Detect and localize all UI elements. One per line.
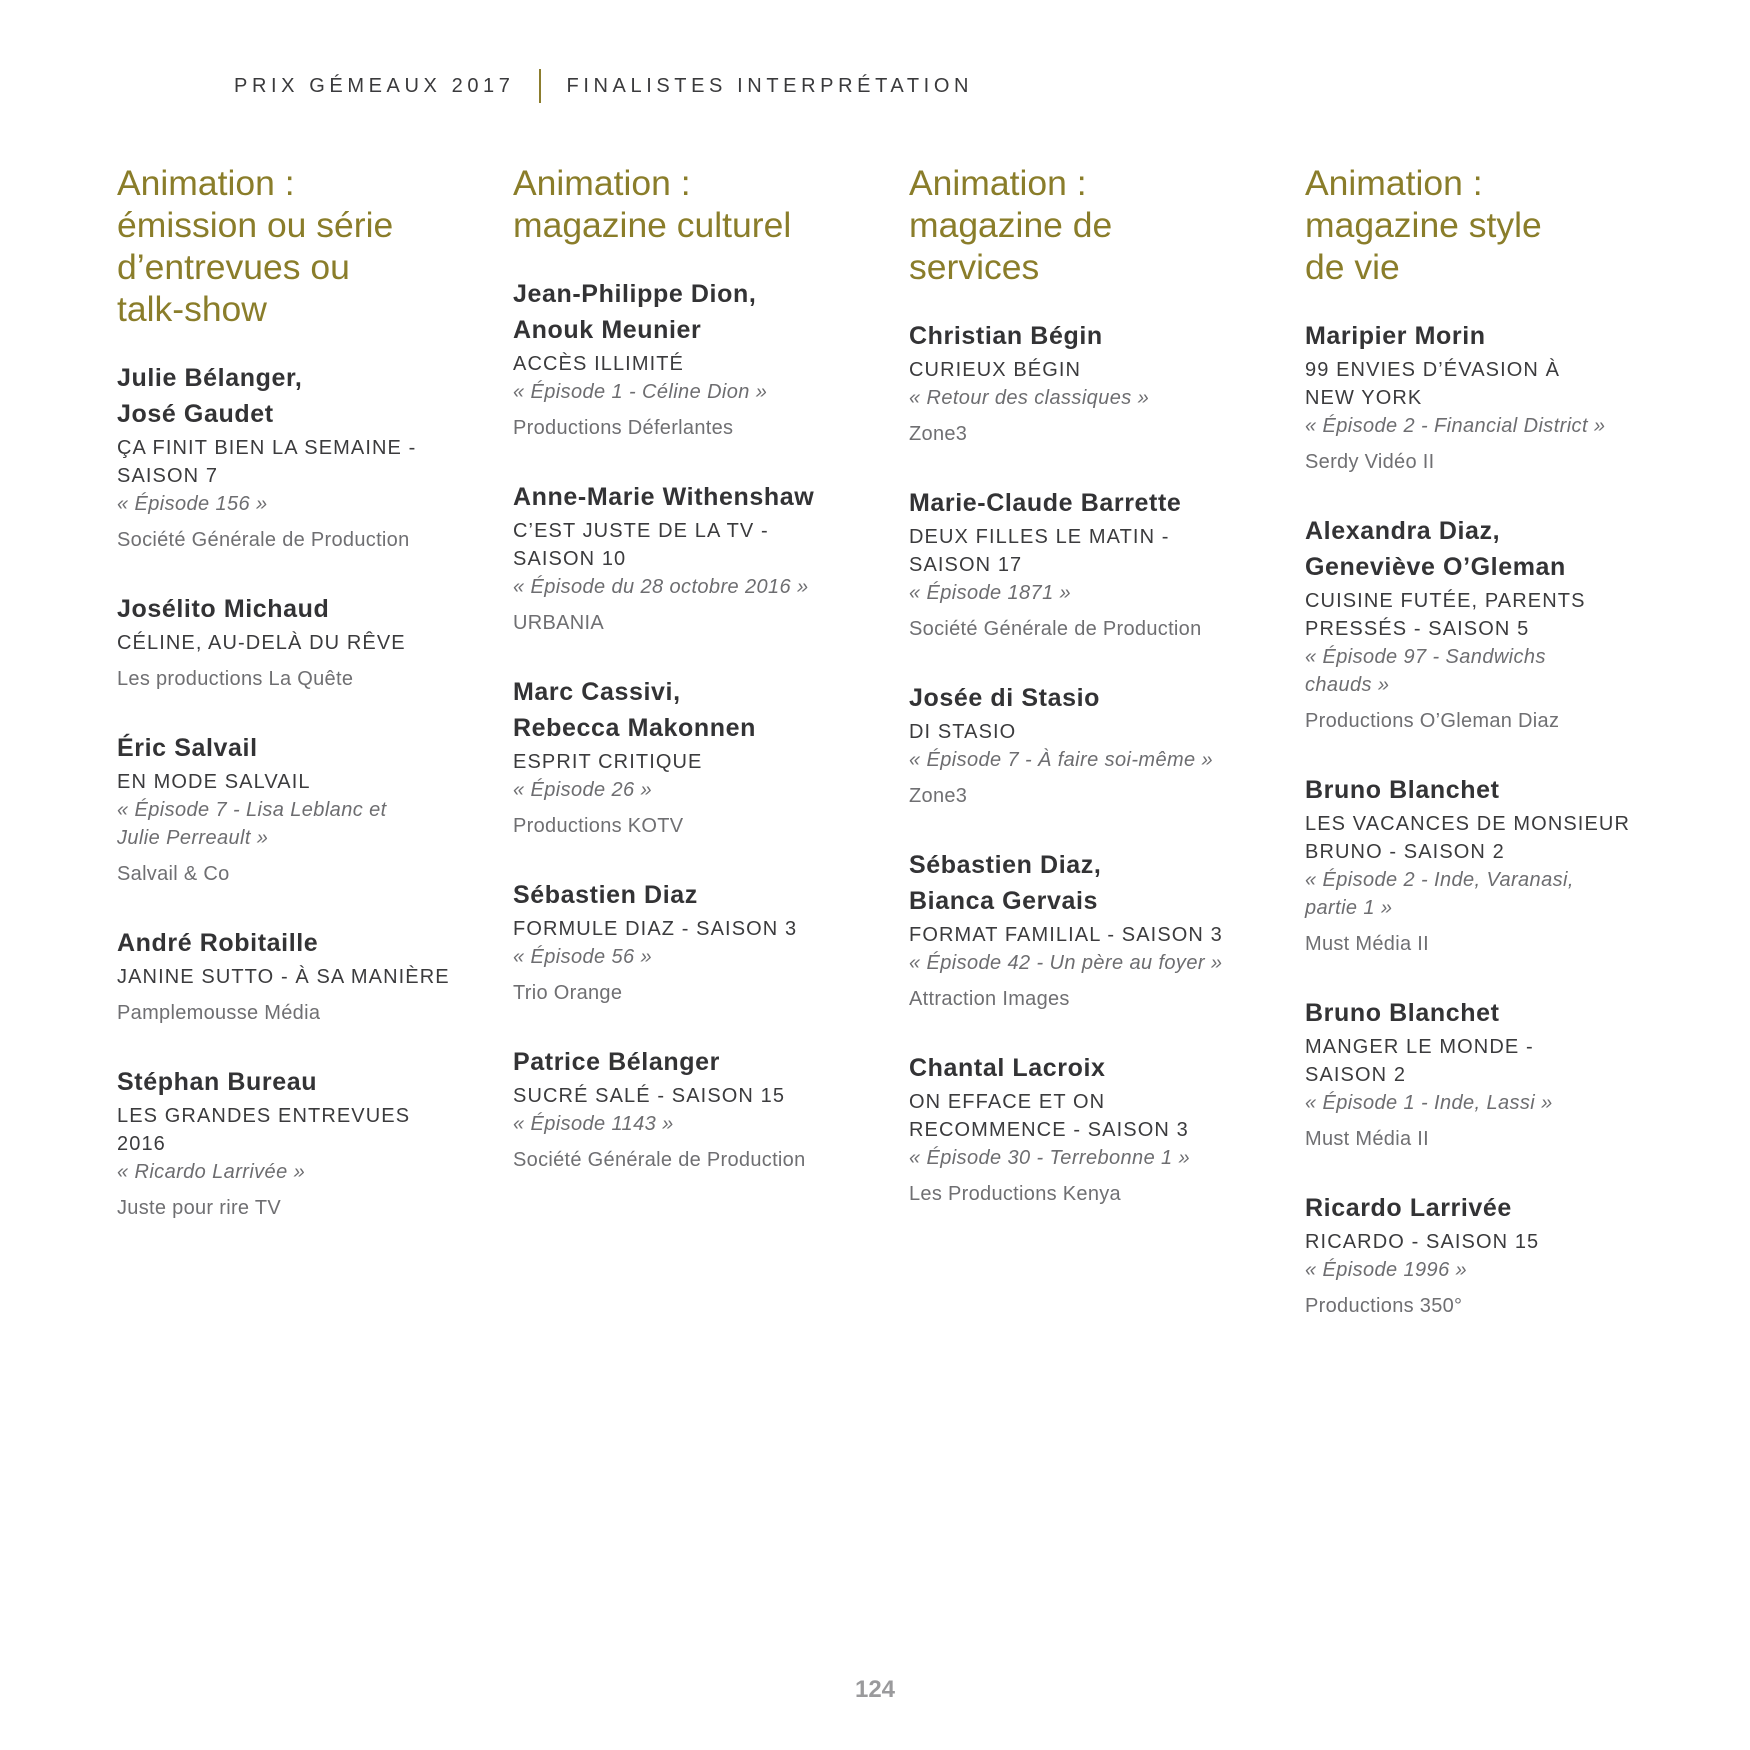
producer: Salvail & Co — [117, 863, 230, 885]
episode-title: « Épisode 26 » — [513, 779, 653, 801]
nominee-name: Julie Bélanger, José Gaudet — [117, 364, 303, 428]
nominee-entry — [909, 847, 1279, 1013]
producer: Attraction Images — [909, 988, 1070, 1010]
episode-title: « Épisode 1871 » — [909, 582, 1072, 604]
episode-title: « Épisode 2 - Inde, Varanasi, partie 1 » — [1305, 869, 1574, 919]
nominee-entry — [1305, 772, 1675, 958]
producer: Société Générale de Production — [117, 529, 410, 551]
nominee-name: Josélito Michaud — [117, 595, 330, 623]
nominee-name: Stéphan Bureau — [117, 1068, 318, 1096]
episode-title: « Épisode 56 » — [513, 946, 653, 968]
nominee-name: Marie-Claude Barrette — [909, 489, 1182, 517]
nominee-entry — [513, 479, 883, 637]
nominee-name: Bruno Blanchet — [1305, 776, 1500, 804]
episode-title: « Épisode 7 - Lisa Leblanc et Julie Perreault » — [117, 799, 387, 849]
nominee-entry — [1305, 513, 1675, 735]
show-title: FORMULE DIAZ - SAISON 3 — [513, 918, 798, 940]
category-column — [117, 162, 487, 1259]
show-title: 99 ENVIES D’ÉVASION À NEW YORK — [1305, 359, 1561, 409]
show-title: LES VACANCES DE MONSIEUR BRUNO - SAISON 2 — [1305, 813, 1630, 863]
nominee-name: Éric Salvail — [117, 734, 258, 762]
episode-title: « Retour des classiques » — [909, 387, 1150, 409]
nominee-entry — [117, 925, 487, 1027]
producer: Les Productions Kenya — [909, 1183, 1121, 1205]
episode-title: « Épisode 1 - Céline Dion » — [513, 381, 768, 403]
show-title: DEUX FILLES LE MATIN - SAISON 17 — [909, 526, 1170, 576]
producer: Trio Orange — [513, 982, 623, 1004]
show-title: CUISINE FUTÉE, PARENTS PRESSÉS - SAISON 5 — [1305, 590, 1586, 640]
show-title: ON EFFACE ET ON RECOMMENCE - SAISON 3 — [909, 1091, 1189, 1141]
episode-title: « Épisode 42 - Un père au foyer » — [909, 952, 1223, 974]
nominee-name: Alexandra Diaz, Geneviève O’Gleman — [1305, 517, 1566, 581]
nominee-name: Maripier Morin — [1305, 322, 1486, 350]
running-header — [234, 70, 973, 102]
producer: Zone3 — [909, 785, 968, 807]
publication-title: PRIX GÉMEAUX 2017 — [234, 74, 515, 97]
producer: Pamplemousse Média — [117, 1002, 321, 1024]
show-title: EN MODE SALVAIL — [117, 771, 311, 793]
nominee-entry — [909, 485, 1279, 643]
show-title: C’EST JUSTE DE LA TV - SAISON 10 — [513, 520, 769, 570]
producer: Serdy Vidéo II — [1305, 451, 1435, 473]
category-title: Animation : magazine style de vie — [1305, 163, 1542, 287]
show-title: FORMAT FAMILIAL - SAISON 3 — [909, 924, 1223, 946]
category-column — [909, 162, 1279, 1245]
category-title: Animation : émission ou série d’entrevues ou talk-show — [117, 163, 394, 329]
nominee-entry — [513, 877, 883, 1007]
nominee-entry — [117, 591, 487, 693]
nominee-name: André Robitaille — [117, 929, 319, 957]
nominee-entry — [1305, 1190, 1675, 1320]
producer: Société Générale de Production — [909, 618, 1202, 640]
show-title: ESPRIT CRITIQUE — [513, 751, 703, 773]
episode-title: « Épisode du 28 octobre 2016 » — [513, 576, 809, 598]
section-title: FINALISTES INTERPRÉTATION — [566, 74, 974, 97]
category-title: Animation : magazine culturel — [513, 163, 792, 245]
nominee-entry — [909, 680, 1279, 810]
producer: Productions O’Gleman Diaz — [1305, 710, 1560, 732]
nominee-name: Patrice Bélanger — [513, 1048, 720, 1076]
nominee-entry — [513, 674, 883, 840]
show-title: RICARDO - SAISON 15 — [1305, 1231, 1540, 1253]
episode-title: « Épisode 7 - À faire soi-même » — [909, 749, 1214, 771]
nominee-entry — [909, 1050, 1279, 1208]
nominee-name: Bruno Blanchet — [1305, 999, 1500, 1027]
producer: Zone3 — [909, 423, 968, 445]
nominee-name: Marc Cassivi, Rebecca Makonnen — [513, 678, 757, 742]
nominee-entry — [513, 1044, 883, 1174]
episode-title: « Épisode 1143 » — [513, 1113, 674, 1135]
episode-title: « Épisode 1 - Inde, Lassi » — [1305, 1092, 1553, 1114]
nominee-entry — [117, 1064, 487, 1222]
nominee-name: Ricardo Larrivée — [1305, 1194, 1512, 1222]
producer: Société Générale de Production — [513, 1149, 806, 1171]
nominee-entry — [117, 360, 487, 554]
show-title: DI STASIO — [909, 721, 1017, 743]
episode-title: « Épisode 156 » — [117, 493, 268, 515]
show-title: CÉLINE, AU-DELÀ DU RÊVE — [117, 632, 406, 654]
producer: Must Média II — [1305, 933, 1429, 955]
category-column — [513, 162, 883, 1211]
producer: Must Média II — [1305, 1128, 1429, 1150]
show-title: MANGER LE MONDE - SAISON 2 — [1305, 1036, 1534, 1086]
show-title: SUCRÉ SALÉ - SAISON 15 — [513, 1085, 786, 1107]
show-title: ÇA FINIT BIEN LA SEMAINE - SAISON 7 — [117, 437, 417, 487]
show-title: ACCÈS ILLIMITÉ — [513, 353, 684, 375]
producer: Les productions La Quête — [117, 668, 354, 690]
nominee-name: Josée di Stasio — [909, 684, 1101, 712]
nominee-name: Sébastien Diaz — [513, 881, 698, 909]
episode-title: « Épisode 30 - Terrebonne 1 » — [909, 1147, 1191, 1169]
episode-title: « Épisode 97 - Sandwichs chauds » — [1305, 646, 1546, 696]
nominee-entry — [117, 730, 487, 888]
producer: Productions KOTV — [513, 815, 684, 837]
nominee-name: Jean-Philippe Dion, Anouk Meunier — [513, 280, 757, 344]
nominee-name: Sébastien Diaz, Bianca Gervais — [909, 851, 1102, 915]
episode-title: « Épisode 1996 » — [1305, 1259, 1468, 1281]
nominee-entry — [1305, 318, 1675, 476]
nominee-name: Christian Bégin — [909, 322, 1103, 350]
nominee-entry — [1305, 995, 1675, 1153]
nominee-entry — [513, 276, 883, 442]
category-title: Animation : magazine de services — [909, 163, 1113, 287]
episode-title: « Épisode 2 - Financial District » — [1305, 415, 1606, 437]
page-number: 124 — [854, 1676, 896, 1703]
episode-title: « Ricardo Larrivée » — [117, 1161, 306, 1183]
nominee-entry — [909, 318, 1279, 448]
show-title: JANINE SUTTO - À SA MANIÈRE — [117, 966, 450, 988]
nominee-name: Chantal Lacroix — [909, 1054, 1106, 1082]
show-title: LES GRANDES ENTREVUES 2016 — [117, 1105, 411, 1155]
header-divider — [539, 69, 541, 103]
producer: URBANIA — [513, 612, 605, 634]
producer: Productions Déferlantes — [513, 417, 734, 439]
show-title: CURIEUX BÉGIN — [909, 359, 1082, 381]
category-column — [1305, 162, 1675, 1357]
producer: Juste pour rire TV — [117, 1197, 281, 1219]
nominee-name: Anne-Marie Withenshaw — [513, 483, 815, 511]
producer: Productions 350° — [1305, 1295, 1463, 1317]
